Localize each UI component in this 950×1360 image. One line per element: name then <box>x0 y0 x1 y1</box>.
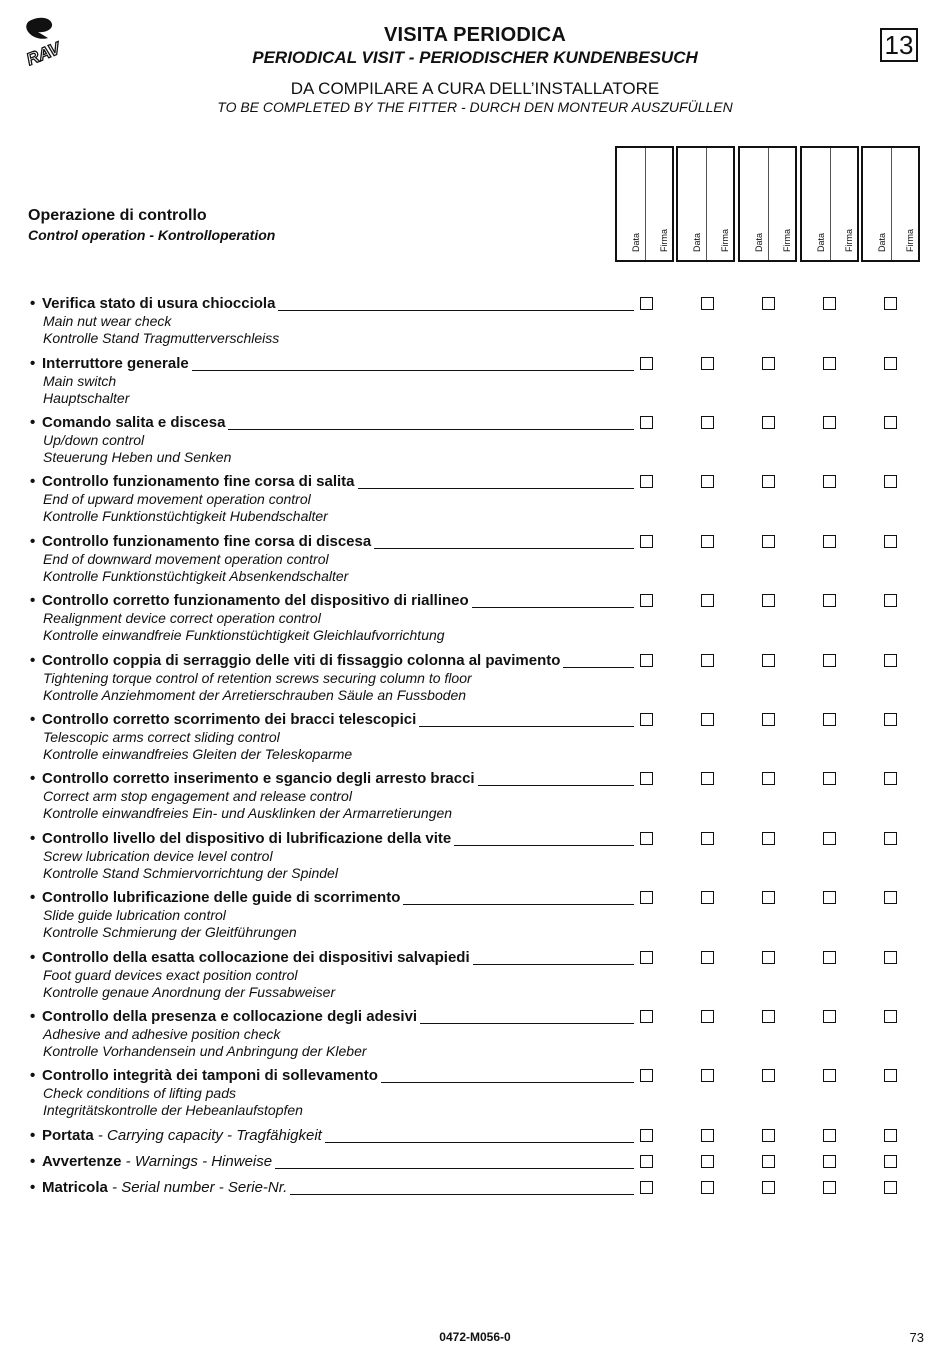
check-row-12-checkbox-1[interactable] <box>640 951 653 964</box>
check-row-12-checkbox-3[interactable] <box>762 951 775 964</box>
check-german: Kontrolle Funktionstüchtigkeit Hubendschalter <box>43 508 328 524</box>
check-title: Verifica stato di usura chiocciola <box>42 295 276 312</box>
check-english: Screw lubrication device level control <box>43 848 273 864</box>
check-title-wrap <box>42 1127 322 1144</box>
fill-line <box>454 845 634 846</box>
check-row-7-checkbox-3[interactable] <box>762 654 775 667</box>
fill-line <box>403 904 634 905</box>
page-subtitle: PERIODICAL VISIT - PERIODISCHER KUNDENBESUCH <box>252 48 698 67</box>
check-german: Kontrolle einwandfreies Gleiten der Teleskoparme <box>43 746 353 762</box>
check-row-14-checkbox-5[interactable] <box>884 1069 897 1082</box>
check-row-13-checkbox-4[interactable] <box>823 1010 836 1023</box>
check-german: Kontrolle einwandfreie Funktionstüchtigkeit Gleichlaufvorrichtung <box>43 627 445 643</box>
check-german: Kontrolle Schmierung der Gleitführungen <box>43 924 297 940</box>
check-row <box>30 295 930 347</box>
check-row-11-checkbox-3[interactable] <box>762 891 775 904</box>
check-title: Matricola <box>42 1179 108 1196</box>
logo-text: RAV <box>23 38 64 66</box>
single-row-3-checkbox-1[interactable] <box>640 1181 653 1194</box>
check-row <box>30 830 930 882</box>
section-label-translations: Control operation - Kontrolloperation <box>28 227 276 243</box>
document-code: 0472-M056-0 <box>439 1330 511 1344</box>
check-row-6-checkbox-5[interactable] <box>884 594 897 607</box>
check-title: Controllo della esatta collocazione dei dispositivi salvapiedi <box>42 949 470 966</box>
check-row-2-checkbox-3[interactable] <box>762 357 775 370</box>
check-title: Controllo corretto inserimento e sgancio degli arresto bracci <box>42 770 475 787</box>
check-translations: - Warnings - Hinweise <box>121 1153 273 1170</box>
single-row-2-checkbox-2[interactable] <box>701 1155 714 1168</box>
bullet: • <box>30 770 36 787</box>
check-row-10-checkbox-3[interactable] <box>762 832 775 845</box>
check-row <box>30 652 930 704</box>
check-row-7-checkbox-2[interactable] <box>701 654 714 667</box>
check-row-5-checkbox-1[interactable] <box>640 535 653 548</box>
check-title-line <box>30 355 634 373</box>
check-row-4-checkbox-2[interactable] <box>701 475 714 488</box>
check-title-line <box>30 1179 634 1197</box>
column-signature-label: Firma <box>720 229 730 252</box>
check-row-12-checkbox-4[interactable] <box>823 951 836 964</box>
check-english: Slide guide lubrication control <box>43 907 226 923</box>
check-row-7-checkbox-5[interactable] <box>884 654 897 667</box>
check-row-14-checkbox-1[interactable] <box>640 1069 653 1082</box>
visit-column-2 <box>676 146 735 262</box>
check-row-13-checkbox-1[interactable] <box>640 1010 653 1023</box>
check-title-wrap <box>42 1153 272 1170</box>
check-row-3-checkbox-4[interactable] <box>823 416 836 429</box>
check-row-8-checkbox-4[interactable] <box>823 713 836 726</box>
check-title-line <box>30 1067 634 1085</box>
single-row-1-checkbox-5[interactable] <box>884 1129 897 1142</box>
bullet: • <box>30 1008 36 1025</box>
check-title-line <box>30 949 634 967</box>
check-german: Kontrolle Stand Schmiervorrichtung der Spindel <box>43 865 338 881</box>
single-check-row <box>30 1127 930 1145</box>
check-title-line <box>30 1127 634 1145</box>
column-date-label: Data <box>754 232 764 252</box>
fill-line <box>374 548 634 549</box>
check-row-1-checkbox-1[interactable] <box>640 297 653 310</box>
visit-column-1 <box>615 146 674 262</box>
check-row-5-checkbox-5[interactable] <box>884 535 897 548</box>
check-english: Check conditions of lifting pads <box>43 1085 236 1101</box>
fill-line <box>228 429 634 430</box>
fill-line <box>325 1142 634 1143</box>
check-title-line <box>30 770 634 788</box>
check-title-line <box>30 830 634 848</box>
single-row-3-checkbox-4[interactable] <box>823 1181 836 1194</box>
fill-line <box>419 726 634 727</box>
check-title-line <box>30 652 634 670</box>
single-row-3-checkbox-5[interactable] <box>884 1181 897 1194</box>
check-row-13-checkbox-3[interactable] <box>762 1010 775 1023</box>
fill-line <box>473 964 634 965</box>
check-row-2-checkbox-4[interactable] <box>823 357 836 370</box>
single-row-2-checkbox-5[interactable] <box>884 1155 897 1168</box>
column-divider <box>768 148 769 260</box>
check-title-wrap <box>42 1179 287 1196</box>
check-row <box>30 414 930 466</box>
check-title: Controllo funzionamento fine corsa di salita <box>42 473 355 490</box>
bullet: • <box>30 473 36 490</box>
check-row-3-checkbox-3[interactable] <box>762 416 775 429</box>
check-row-5-checkbox-4[interactable] <box>823 535 836 548</box>
check-row-4-checkbox-1[interactable] <box>640 475 653 488</box>
check-row-13-checkbox-5[interactable] <box>884 1010 897 1023</box>
instruction-translations: TO BE COMPLETED BY THE FITTER - DURCH DEN MONTEUR AUSZUFÜLLEN <box>217 99 733 115</box>
fill-line <box>478 785 634 786</box>
check-title-line <box>30 473 634 491</box>
single-row-1-checkbox-1[interactable] <box>640 1129 653 1142</box>
check-row <box>30 355 930 407</box>
single-check-row <box>30 1179 930 1197</box>
bullet: • <box>30 295 36 312</box>
check-row-14-checkbox-2[interactable] <box>701 1069 714 1082</box>
check-title-line <box>30 1008 634 1026</box>
check-german: Integritätskontrolle der Hebeanlaufstopfen <box>43 1102 303 1118</box>
check-row-1-checkbox-2[interactable] <box>701 297 714 310</box>
check-english: Telescopic arms correct sliding control <box>43 729 280 745</box>
check-row-11-checkbox-2[interactable] <box>701 891 714 904</box>
instruction: DA COMPILARE A CURA DELL’INSTALLATORE <box>290 79 660 98</box>
check-row <box>30 1067 930 1119</box>
bullet: • <box>30 414 36 431</box>
check-title: Interruttore generale <box>42 355 189 372</box>
check-row-10-checkbox-5[interactable] <box>884 832 897 845</box>
check-row-3-checkbox-1[interactable] <box>640 416 653 429</box>
fill-line <box>420 1023 634 1024</box>
check-title: Controllo funzionamento fine corsa di discesa <box>42 533 372 550</box>
page-number: 73 <box>909 1330 924 1345</box>
fill-line <box>290 1194 634 1195</box>
fill-line <box>563 667 634 668</box>
check-german: Kontrolle Funktionstüchtigkeit Absenkendschalter <box>43 568 349 584</box>
visit-column-5 <box>861 146 920 262</box>
check-title: Controllo corretto funzionamento del dispositivo di riallineo <box>42 592 469 609</box>
single-row-2-checkbox-3[interactable] <box>762 1155 775 1168</box>
fill-line <box>275 1168 634 1169</box>
bullet: • <box>30 889 36 906</box>
column-signature-label: Firma <box>844 229 854 252</box>
fill-line <box>278 310 634 311</box>
check-row-8-checkbox-5[interactable] <box>884 713 897 726</box>
column-signature-label: Firma <box>782 229 792 252</box>
check-row-11-checkbox-4[interactable] <box>823 891 836 904</box>
check-row <box>30 473 930 525</box>
check-row-3-checkbox-5[interactable] <box>884 416 897 429</box>
fill-line <box>381 1082 634 1083</box>
check-row-11-checkbox-5[interactable] <box>884 891 897 904</box>
section-label <box>28 207 275 243</box>
check-title: Controllo lubrificazione delle guide di scorrimento <box>42 889 401 906</box>
check-english: Correct arm stop engagement and release control <box>43 788 352 804</box>
column-date-label: Data <box>631 232 641 252</box>
check-english: Tightening torque control of retention screws securing column to floor <box>43 670 472 686</box>
check-title-line <box>30 711 634 729</box>
check-row-8-checkbox-2[interactable] <box>701 713 714 726</box>
check-german: Kontrolle Vorhandensein und Anbringung der Kleber <box>43 1043 367 1059</box>
check-translations: - Carrying capacity - Tragfähigkeit <box>93 1127 322 1144</box>
check-title: Comando salita e discesa <box>42 414 226 431</box>
bullet: • <box>30 1127 36 1144</box>
check-english: Up/down control <box>43 432 145 448</box>
column-divider <box>891 148 892 260</box>
column-signature-label: Firma <box>659 229 669 252</box>
check-row-2-checkbox-5[interactable] <box>884 357 897 370</box>
check-row-4-checkbox-4[interactable] <box>823 475 836 488</box>
bullet: • <box>30 1067 36 1084</box>
single-row-3-checkbox-3[interactable] <box>762 1181 775 1194</box>
page-badge: 13 <box>880 28 918 62</box>
check-title: Controllo livello del dispositivo di lubrificazione della vite <box>42 830 452 847</box>
column-divider <box>645 148 646 260</box>
check-title: Controllo integrità dei tamponi di sollevamento <box>42 1067 378 1084</box>
bullet: • <box>30 533 36 550</box>
column-date-label: Data <box>816 232 826 252</box>
check-row-9-checkbox-5[interactable] <box>884 772 897 785</box>
fill-line <box>192 370 634 371</box>
check-german: Kontrolle Stand Tragmutterverschleiss <box>43 330 280 346</box>
check-row-10-checkbox-4[interactable] <box>823 832 836 845</box>
check-row-12-checkbox-2[interactable] <box>701 951 714 964</box>
check-english: Foot guard devices exact position control <box>43 967 298 983</box>
bullet: • <box>30 949 36 966</box>
check-row-9-checkbox-3[interactable] <box>762 772 775 785</box>
visit-column-3 <box>738 146 797 262</box>
check-row <box>30 1008 930 1060</box>
check-english: Realignment device correct operation control <box>43 610 321 626</box>
bullet: • <box>30 1179 36 1196</box>
fill-line <box>472 607 634 608</box>
check-row-6-checkbox-2[interactable] <box>701 594 714 607</box>
bullet: • <box>30 355 36 372</box>
check-row-8-checkbox-1[interactable] <box>640 713 653 726</box>
check-row-1-checkbox-4[interactable] <box>823 297 836 310</box>
check-german: Hauptschalter <box>43 390 130 406</box>
check-translations: - Serial number - Serie-Nr. <box>107 1179 288 1196</box>
check-row-13-checkbox-2[interactable] <box>701 1010 714 1023</box>
check-title-line <box>30 295 634 313</box>
check-row-3-checkbox-2[interactable] <box>701 416 714 429</box>
check-german: Steuerung Heben und Senken <box>43 449 232 465</box>
check-row-5-checkbox-3[interactable] <box>762 535 775 548</box>
check-row <box>30 711 930 763</box>
check-english: End of downward movement operation control <box>43 551 329 567</box>
single-row-1-checkbox-2[interactable] <box>701 1129 714 1142</box>
check-row-6-checkbox-1[interactable] <box>640 594 653 607</box>
column-divider <box>706 148 707 260</box>
check-row-10-checkbox-1[interactable] <box>640 832 653 845</box>
column-date-label: Data <box>877 232 887 252</box>
single-row-2-checkbox-1[interactable] <box>640 1155 653 1168</box>
check-row-14-checkbox-4[interactable] <box>823 1069 836 1082</box>
bullet: • <box>30 830 36 847</box>
check-title: Avvertenze <box>42 1153 122 1170</box>
check-row-11-checkbox-1[interactable] <box>640 891 653 904</box>
check-row-4-checkbox-5[interactable] <box>884 475 897 488</box>
section-label-main: Operazione di controllo <box>28 207 207 224</box>
check-row-14-checkbox-3[interactable] <box>762 1069 775 1082</box>
check-row-6-checkbox-3[interactable] <box>762 594 775 607</box>
bullet: • <box>30 652 36 669</box>
single-check-row <box>30 1153 930 1171</box>
check-row-2-checkbox-1[interactable] <box>640 357 653 370</box>
column-signature-label: Firma <box>905 229 915 252</box>
check-row-5-checkbox-2[interactable] <box>701 535 714 548</box>
check-row-10-checkbox-2[interactable] <box>701 832 714 845</box>
check-row-4-checkbox-3[interactable] <box>762 475 775 488</box>
check-title-line <box>30 592 634 610</box>
check-row <box>30 770 930 822</box>
check-row-9-checkbox-4[interactable] <box>823 772 836 785</box>
check-row-6-checkbox-4[interactable] <box>823 594 836 607</box>
check-english: End of upward movement operation control <box>43 491 311 507</box>
bullet: • <box>30 1153 36 1170</box>
check-title-line <box>30 889 634 907</box>
check-english: Main switch <box>43 373 117 389</box>
single-row-3-checkbox-2[interactable] <box>701 1181 714 1194</box>
check-german: Kontrolle einwandfreies Ein- und Ausklinken der Armarretierungen <box>43 805 453 821</box>
check-row-9-checkbox-1[interactable] <box>640 772 653 785</box>
check-title-line <box>30 414 634 432</box>
bullet: • <box>30 711 36 728</box>
check-row <box>30 949 930 1001</box>
check-row <box>30 889 930 941</box>
visit-column-4 <box>800 146 859 262</box>
check-row-12-checkbox-5[interactable] <box>884 951 897 964</box>
check-title: Controllo coppia di serraggio delle viti di fissaggio colonna al pavimento <box>42 652 561 669</box>
check-german: Kontrolle Anziehmoment der Arretierschrauben Säule an Fussboden <box>43 687 467 703</box>
check-row-8-checkbox-3[interactable] <box>762 713 775 726</box>
check-german: Kontrolle genaue Anordnung der Fussabweiser <box>43 984 336 1000</box>
check-title-line <box>30 1153 634 1171</box>
check-row <box>30 592 930 644</box>
check-row-9-checkbox-2[interactable] <box>701 772 714 785</box>
check-row-7-checkbox-4[interactable] <box>823 654 836 667</box>
check-row-7-checkbox-1[interactable] <box>640 654 653 667</box>
check-english: Adhesive and adhesive position check <box>43 1026 281 1042</box>
single-row-2-checkbox-4[interactable] <box>823 1155 836 1168</box>
check-row-2-checkbox-2[interactable] <box>701 357 714 370</box>
page-title: VISITA PERIODICA <box>383 24 567 46</box>
single-row-1-checkbox-4[interactable] <box>823 1129 836 1142</box>
single-row-1-checkbox-3[interactable] <box>762 1129 775 1142</box>
check-row-1-checkbox-3[interactable] <box>762 297 775 310</box>
column-date-label: Data <box>692 232 702 252</box>
fill-line <box>358 488 634 489</box>
column-divider <box>830 148 831 260</box>
bullet: • <box>30 592 36 609</box>
check-english: Main nut wear check <box>43 313 172 329</box>
check-row-1-checkbox-5[interactable] <box>884 297 897 310</box>
check-title: Portata <box>42 1127 94 1144</box>
check-title: Controllo della presenza e collocazione degli adesivi <box>42 1008 418 1025</box>
check-title-line <box>30 533 634 551</box>
check-title: Controllo corretto scorrimento dei bracci telescopici <box>42 711 417 728</box>
check-row <box>30 533 930 585</box>
